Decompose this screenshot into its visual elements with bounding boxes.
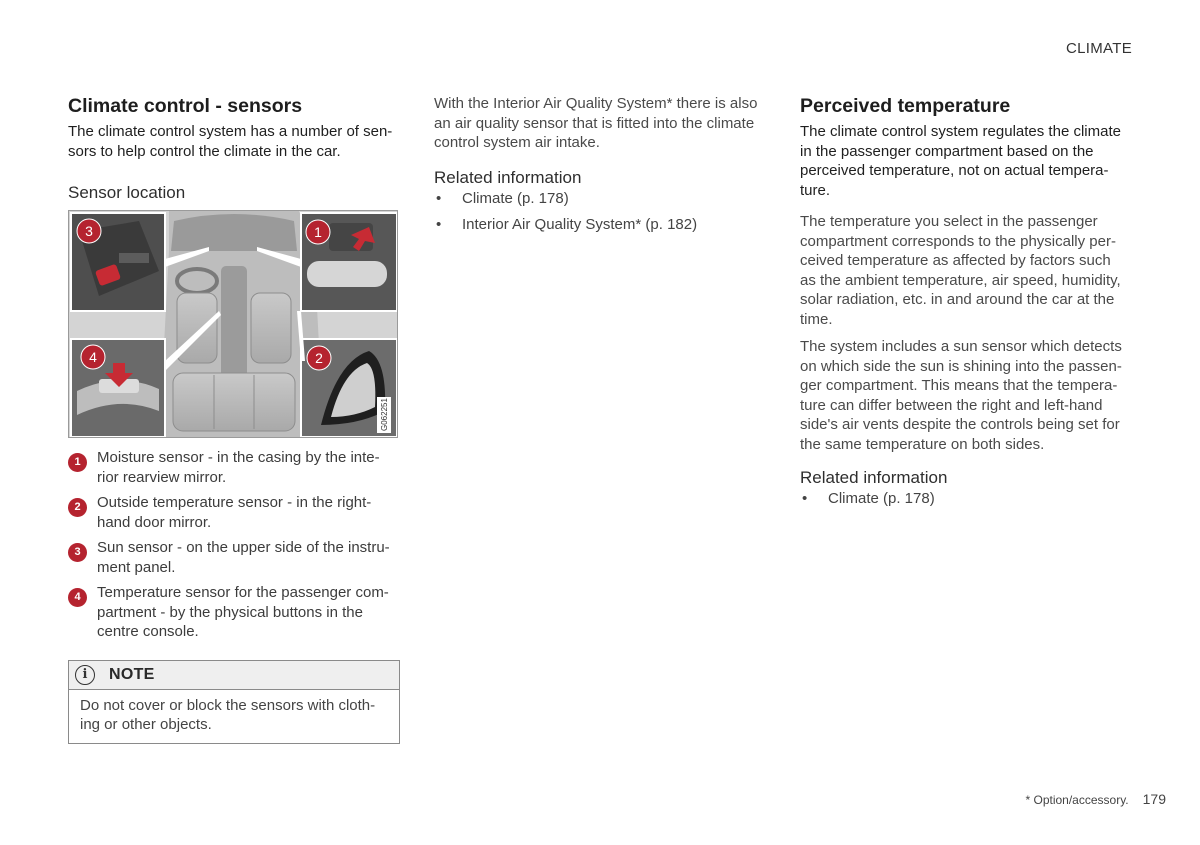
legend-item-2: 2 Outside temperature sensor - in the right- hand door mirror.: [68, 493, 400, 532]
perceived-paragraph-2: The temperature you select in the passenger compartment corresponds to the physically per- ceived temperature as affected by factors such as the ambient temperature, air speed, humidity, solar radiation, etc. in and around the car at the time.: [800, 213, 1121, 328]
legend-badge: 4: [68, 588, 87, 607]
column-sensors: [68, 94, 400, 744]
bullet-icon: •: [802, 490, 808, 507]
page-number: 179: [1142, 791, 1166, 807]
related-link[interactable]: • Climate (p. 178): [436, 189, 569, 207]
sensor-location-heading: Sensor location: [68, 183, 186, 202]
svg-text:2: 2: [315, 350, 323, 366]
related-links-list: [434, 189, 766, 235]
svg-text:4: 4: [89, 349, 97, 365]
running-head: CLIMATE: [1066, 40, 1132, 57]
air-quality-paragraph: With the Interior Air Quality System* there is also an air quality sensor that is fitted into the climate control system air intake.: [434, 95, 758, 151]
legend-item-4: 4 Temperature sensor for the passenger com- partment - by the physical buttons in the centre console.: [68, 583, 400, 642]
related-links-list: [800, 489, 1132, 509]
note-box: [68, 660, 400, 744]
note-body: Do not cover or block the sensors with cloth- ing or other objects.: [80, 696, 376, 733]
legend-item-3: 3 Sun sensor - on the upper side of the instru- ment panel.: [68, 538, 400, 577]
car-interior-diagram: [69, 211, 398, 438]
image-code: G062251: [380, 398, 389, 431]
callout-3: [77, 219, 101, 243]
legend-badge: 3: [68, 543, 87, 562]
section-title-perceived: Perceived temperature: [800, 95, 1011, 117]
bullet-icon: •: [436, 216, 442, 233]
callout-1: [306, 220, 330, 244]
legend-item-1: 1 Moisture sensor - in the casing by the inte- rior rearview mirror.: [68, 448, 400, 487]
related-information-heading: Related information: [434, 167, 582, 187]
legend-badge: 1: [68, 453, 87, 472]
note-title: NOTE: [109, 665, 155, 683]
perceived-paragraph-1: The climate control system regulates the climate in the passenger compartment based on the perceived temperature, not on actual tempera- ture.: [800, 123, 1121, 199]
perceived-paragraph-3: The system includes a sun sensor which detects on which side the sun is shining into the passen- ger compartment. This means that the tempera- ture can differ between the right and left-hand side's air vents despite the controls being set for the same temperature on both sides.: [800, 338, 1122, 453]
intro-paragraph: The climate control system has a number of sen- sors to help control the climate in the car.: [68, 123, 393, 160]
callout-4: [81, 345, 105, 369]
section-title-sensors: Climate control - sensors: [68, 95, 303, 117]
svg-text:3: 3: [85, 223, 93, 239]
note-header: [69, 661, 399, 690]
svg-text:1: 1: [314, 224, 322, 240]
sensor-legend: [68, 448, 400, 642]
sensor-location-illustration: [68, 210, 398, 438]
footnote: * Option/accessory.: [1025, 793, 1129, 807]
page-footer: [1025, 791, 1166, 807]
column-perceived-temperature: [800, 94, 1132, 516]
callout-2: [307, 346, 331, 370]
legend-badge: 2: [68, 498, 87, 517]
info-icon: i: [75, 665, 95, 685]
related-link[interactable]: • Climate (p. 178): [802, 490, 935, 507]
column-air-quality: [434, 94, 766, 242]
related-link[interactable]: • Interior Air Quality System* (p. 182): [436, 216, 698, 233]
related-information-heading: Related information: [800, 468, 948, 487]
bullet-icon: •: [436, 189, 442, 207]
